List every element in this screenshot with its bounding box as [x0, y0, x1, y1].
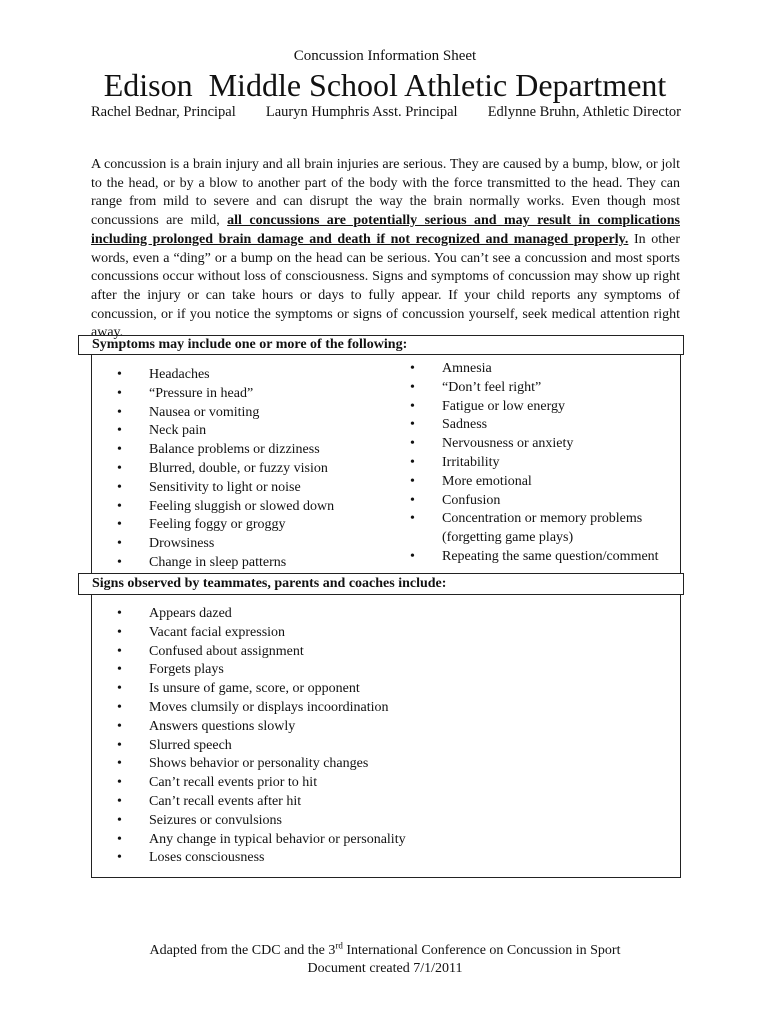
list-item	[410, 510, 659, 548]
list-item: • Can’t recall events prior to hit	[117, 774, 406, 793]
list-item: • Sensitivity to light or noise	[117, 479, 334, 498]
list-item: • Feeling foggy or groggy	[117, 516, 334, 535]
staff-asst-principal: Lauryn Humphris Asst. Principal	[265, 104, 458, 120]
list-item: • “Don’t feel right”	[410, 379, 659, 398]
list-item: • More emotional	[410, 473, 659, 492]
list-item: • Neck pain	[117, 422, 334, 441]
intro-text-1: A concussion is a brain injury and all brain injuries are serious. They are caused by a bump, blow, or jolt to the head, or by a blow to another part of the body with the force transmitted to the head. They can range from mild to severe and can disrupt the way the brain normally works. Even though most concussions are mild,	[91, 157, 680, 229]
intro-paragraph	[91, 156, 680, 343]
page-title: Edison Middle School Athletic Department	[103, 67, 667, 103]
intro-text-2: In other words, even a “ding” or a bump on the head can be serious. You can’t see a concussion and most sports concussions occur without loss of consciousness. Signs and symptoms of concussion may show up right after the injury or can take hours or days to fully appear. If your child reports any symptoms of concussion, or if you notice the symptoms or signs of concussion yourself, seek medical attention right away.	[91, 231, 680, 341]
list-item: • Irritability	[410, 454, 659, 473]
list-item: • Confused about assignment	[117, 643, 406, 662]
sheet-subtitle: Concussion Information Sheet	[293, 48, 477, 64]
staff-line	[91, 104, 681, 121]
symptoms-list-left	[117, 366, 334, 573]
list-item: • Change in sleep patterns	[117, 554, 334, 573]
list-item: • Blurred, double, or fuzzy vision	[117, 460, 334, 479]
footer-source-text: Adapted from the CDC and the 3	[149, 943, 336, 958]
list-item: • Forgets plays	[117, 661, 406, 680]
footer-date: Document created 7/1/2011	[307, 961, 463, 976]
list-item: • Can’t recall events after hit	[117, 793, 406, 812]
signs-header: Signs observed by teammates, parents and coaches include:	[78, 573, 684, 595]
list-item: • Shows behavior or personality changes	[117, 755, 406, 774]
footer-source	[0, 942, 770, 960]
staff-principal: Rachel Bednar, Principal	[91, 104, 236, 120]
list-item-label: Concentration or memory problems	[442, 511, 643, 527]
symptoms-header: Symptoms may include one or more of the following:	[78, 335, 684, 355]
list-item: • Confusion	[410, 492, 659, 511]
list-item: • Sadness	[410, 416, 659, 435]
list-item: • Drowsiness	[117, 535, 334, 554]
list-item: • Feeling sluggish or slowed down	[117, 498, 334, 517]
list-item: • Loses consciousness	[117, 849, 406, 868]
list-item: • Moves clumsily or displays incoordination	[117, 699, 406, 718]
symptoms-list-right	[410, 360, 659, 567]
footer	[0, 942, 770, 978]
signs-list	[117, 605, 406, 868]
footer-ordinal: rd	[335, 940, 343, 951]
staff-athletic-director: Edlynne Bruhn, Athletic Director	[487, 104, 681, 120]
list-item: • Headaches	[117, 366, 334, 385]
intro-emphasis: all concussions are potentially serious and may result in complications including prolonged brain damage and death if not recognized and managed properly.	[91, 213, 680, 247]
list-item-subnote: (forgetting game plays)	[442, 530, 574, 546]
list-item: • Is unsure of game, score, or opponent	[117, 680, 406, 699]
list-item: • Nausea or vomiting	[117, 404, 334, 423]
footer-source-text-2: International Conference on Concussion in Sport	[342, 943, 621, 958]
list-item: • Balance problems or dizziness	[117, 441, 334, 460]
list-item: • Slurred speech	[117, 737, 406, 756]
list-item: • Answers questions slowly	[117, 718, 406, 737]
list-item: • Repeating the same question/comment	[410, 548, 659, 567]
list-item: • Any change in typical behavior or personality	[117, 831, 406, 850]
list-item: • Vacant facial expression	[117, 624, 406, 643]
list-item: • “Pressure in head”	[117, 385, 334, 404]
list-item: • Appears dazed	[117, 605, 406, 624]
list-item: • Amnesia	[410, 360, 659, 379]
list-item: • Seizures or convulsions	[117, 812, 406, 831]
list-item: • Fatigue or low energy	[410, 398, 659, 417]
list-item: • Nervousness or anxiety	[410, 435, 659, 454]
